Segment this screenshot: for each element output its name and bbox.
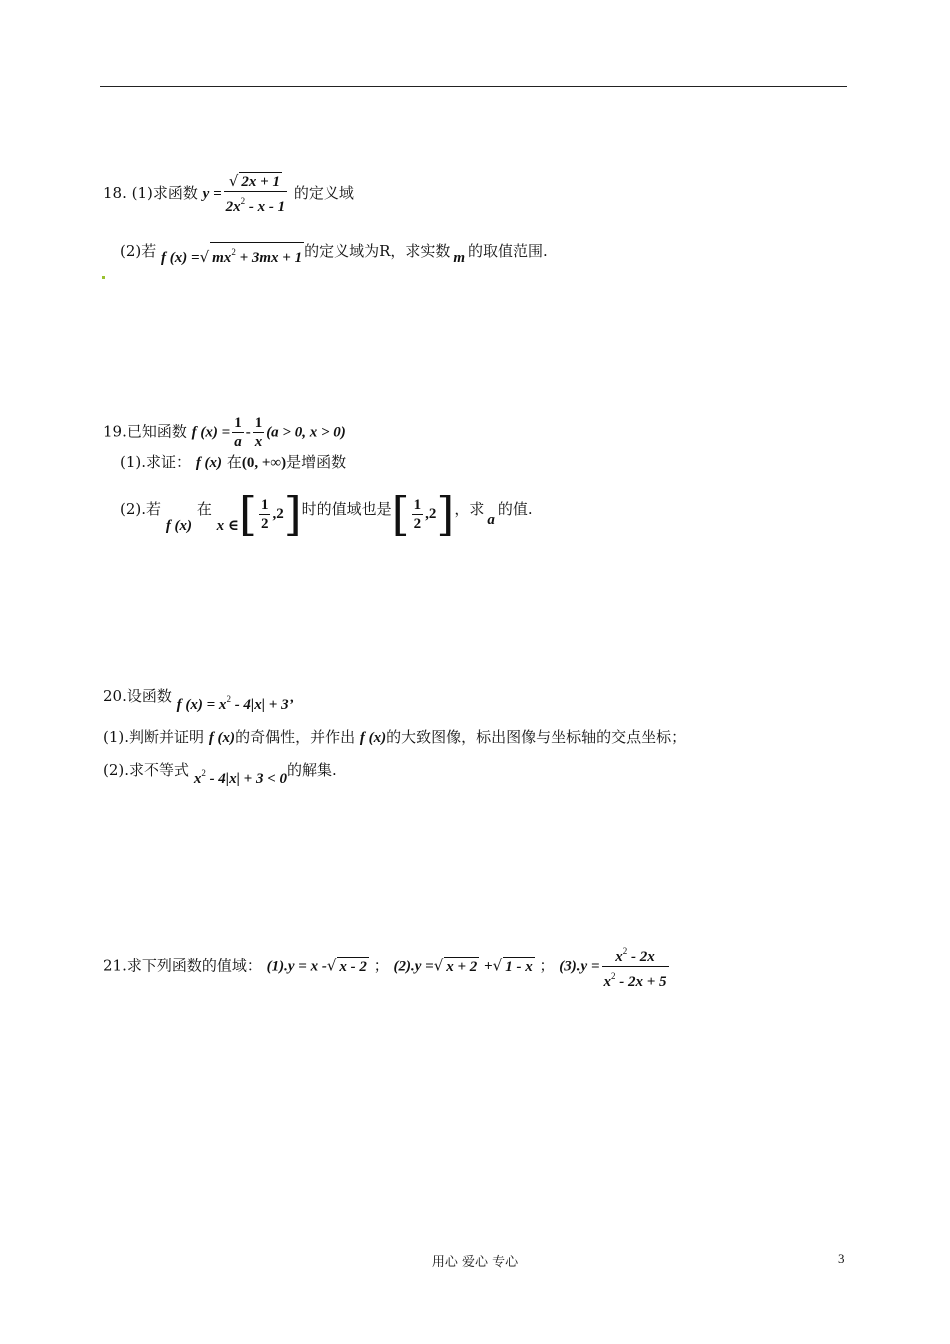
q21-sep1: ；	[373, 956, 389, 975]
q19-int2-num: 1	[413, 496, 422, 513]
q21-sep2: ；	[539, 956, 555, 975]
q19-part2-label: (2).若	[120, 500, 162, 518]
q20-p1-fx1: f (x)	[208, 730, 236, 746]
q20-expr-a: f (x) = x	[176, 697, 227, 713]
q18-p2-rad-a: mx	[212, 250, 232, 266]
q19-part2	[120, 487, 533, 541]
q20-p1-fx2: f (x)	[359, 730, 387, 746]
q19-p1-fx: f (x)	[195, 455, 223, 471]
q21-item1: (1).y = x -	[266, 958, 327, 975]
superscript-2: 2	[226, 694, 231, 704]
q19-condition: (a > 0, x > 0)	[266, 424, 346, 441]
q20-part2-tail: 的解集.	[287, 761, 337, 779]
q18-part2-tail: 的取值范围.	[468, 242, 548, 260]
q19-int1-right: ,2	[272, 506, 284, 522]
superscript-2: 2	[611, 971, 616, 981]
page-footer: 用心 爱心 专心	[431, 1255, 519, 1270]
q19-part1-label: (1).求证：	[120, 453, 192, 471]
superscript-2: 2	[240, 196, 246, 206]
q18-den-b: - x - 1	[245, 199, 286, 215]
superscript-2: 2	[231, 247, 236, 257]
q19-frac1-num: 1	[234, 415, 242, 431]
q19-int1-num: 1	[260, 496, 269, 513]
q20-expr-b: - 4|x| + 3	[230, 697, 289, 713]
q18-part1	[103, 172, 354, 216]
q19-part2-tail: 的值.	[497, 500, 533, 518]
q18-p2-lhs: f (x) =	[161, 250, 200, 266]
q20-stem-end: ’	[288, 697, 294, 713]
q19-frac2-num: 1	[254, 415, 263, 431]
q18-part2-label: (2)若	[120, 242, 157, 260]
q19-p1-in: 在	[226, 453, 242, 471]
q19-minus: -	[245, 424, 251, 441]
q19-p2-x-in: x ∈	[216, 518, 239, 534]
q21-stem: 21.求下列函数的值域： (1).y = x -√ x - 2 ； (2).y =√ x + 2 +√ 1 - x ； (3).y = $\frac{x^2 - 2x}{x^2 - 2x + 5}$	[103, 942, 671, 991]
q19-part2-ask: ，求	[454, 500, 485, 518]
superscript-2: 2	[622, 946, 628, 956]
q21-den-a: x	[603, 974, 611, 990]
q20-part2-label: (2).求不等式	[103, 761, 190, 779]
q20-inequality	[193, 768, 288, 787]
q21-item2-radicand1: x + 2	[446, 958, 478, 975]
q19-part2-mid: 时的值域也是	[301, 500, 392, 518]
q20-part1	[103, 728, 686, 747]
q21-num-b: - 2x	[627, 949, 655, 965]
q19-p2-in: 在	[196, 500, 212, 518]
q20-part1-tail: 的大致图像，标出图像与坐标轴的交点坐标；	[386, 728, 687, 746]
q18-part2-mid: 的定义域为R，求实数	[304, 242, 451, 260]
q19-int2-den: 2	[413, 515, 422, 532]
q18-p2-radicand	[210, 242, 304, 267]
q19-stem	[103, 414, 346, 451]
q21-den-b: - 2x + 5	[615, 974, 667, 990]
q19-p2-fx: f (x)	[165, 518, 193, 534]
q21-stem-label: 21.求下列函数的值域：	[103, 956, 262, 975]
q19-interval-1: [ $\frac{1}{2}$ ,2]	[239, 487, 302, 541]
q18-lhs: y =	[202, 186, 222, 202]
q19-var-a: a	[487, 512, 495, 528]
q20-stem	[103, 682, 294, 713]
q21-item3: (3).y =	[559, 958, 600, 975]
q20-expression	[176, 694, 294, 713]
q19-frac1	[232, 414, 244, 451]
q19-int2-right: ,2	[425, 506, 437, 522]
q19-interval-2: [ $\frac{1}{2}$ ,2]	[391, 487, 455, 541]
q21-item2-radicand2: 1 - x	[505, 958, 533, 975]
q20-ineq-b: - 4|x| + 3 < 0	[205, 771, 288, 787]
q19-frac2	[253, 414, 265, 451]
q18-fraction: $\frac{√ 2x + 1}{2x^2 - x - 1}$	[225, 172, 286, 215]
header-rule	[100, 86, 847, 87]
q19-part1-tail: 是增函数	[286, 453, 347, 471]
q18-numerator: 2x + 1	[241, 174, 280, 190]
q18-den-a: 2x	[225, 199, 241, 215]
q21-plus: +	[484, 958, 493, 975]
q21-item1-radicand: x - 2	[339, 958, 367, 975]
q21-item2: (2).y =	[393, 958, 434, 975]
q20-part1-label: (1).判断并证明	[103, 728, 205, 746]
green-dot-mark	[102, 276, 105, 279]
q18-p2-rad-b: + 3mx + 1	[235, 250, 303, 266]
q19-stem-label: 19.已知函数	[103, 422, 187, 441]
q18-part2: (2)若 f (x) =√ $mx^2 + 3mx + 1$ 的定义域为R，求实数 m 的取值范围.	[120, 242, 548, 266]
q19-int1-den: 2	[260, 515, 269, 532]
page-number: 3	[838, 1251, 845, 1266]
q20-part2	[103, 756, 337, 787]
q19-frac1-den: a	[234, 434, 242, 450]
q21-item3-fraction	[602, 942, 669, 991]
q20-ineq-a: x	[193, 771, 202, 787]
q20-part1-mid: 的奇偶性，并作出	[235, 728, 356, 746]
q18-var-m: m	[453, 250, 466, 266]
q19-lhs: f (x) =	[191, 424, 231, 441]
superscript-2: 2	[201, 768, 206, 778]
q19-part1	[120, 453, 346, 472]
q21-num-a: x	[615, 949, 623, 965]
q18-number: 18.	[103, 184, 127, 202]
q20-stem-label: 20.设函数	[103, 687, 172, 705]
q18-part1-tail: 的定义域	[293, 184, 354, 202]
q18-part1-label: (1)求函数	[131, 184, 198, 202]
q19-frac2-den: x	[254, 434, 263, 450]
q19-interval: (0, +∞)	[241, 455, 287, 471]
